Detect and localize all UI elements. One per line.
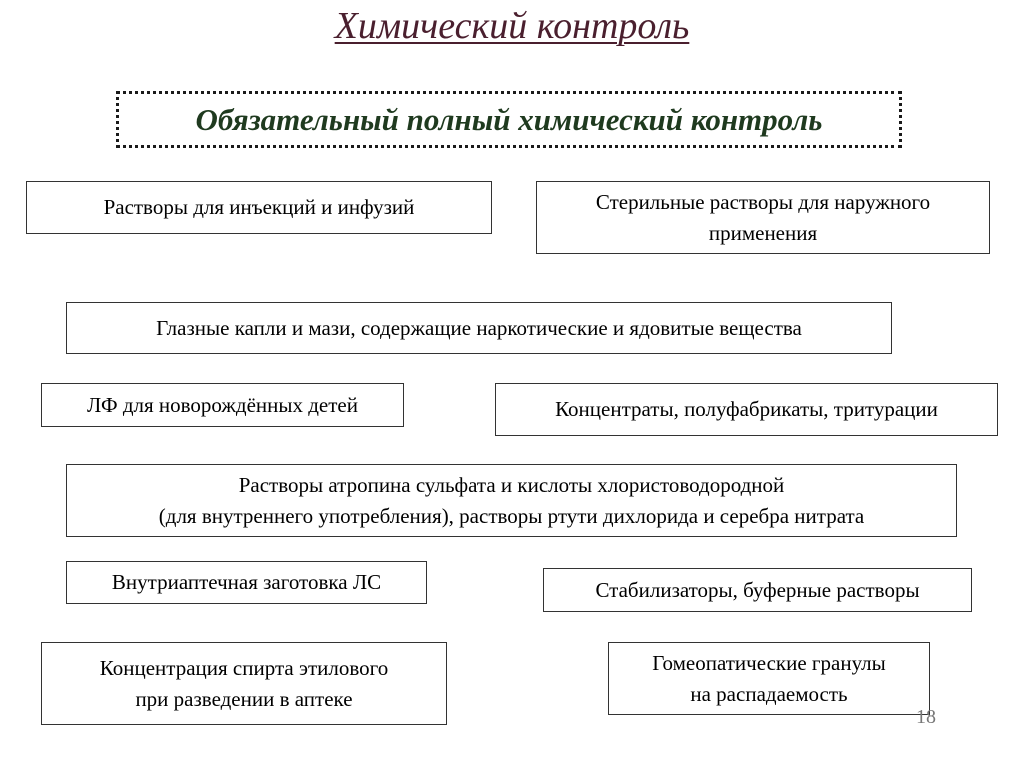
item-text: Глазные капли и мази, содержащие наркотические и ядовитые вещества: [156, 315, 802, 340]
item-box-concentrates: [495, 383, 998, 436]
item-box-in-pharmacy-preparation: [66, 561, 427, 604]
item-box-ethyl-alcohol-concentration: [41, 642, 447, 725]
item-box-stabilizers: [543, 568, 972, 612]
item-box-newborn-forms: [41, 383, 404, 427]
item-text: Растворы атропина сульфата и кислоты хлористоводородной (для внутреннего употребления), растворы ртути дихлорида и серебра нитрата: [158, 472, 865, 528]
item-text: ЛФ для новорождённых детей: [87, 392, 358, 417]
item-text: Внутриаптечная заготовка ЛС: [111, 570, 382, 594]
item-text: Растворы для инъекций и инфузий: [103, 195, 415, 219]
item-text: Концентрация спирта этилового при разведении в аптеке: [99, 655, 389, 711]
item-text: Стерильные растворы для наружного применения: [595, 189, 931, 245]
slide-title: Химический контроль: [334, 5, 690, 47]
item-box-eye-drops: [66, 302, 892, 354]
item-box-atropine-solutions: [66, 464, 957, 537]
subtitle-box: [116, 91, 902, 148]
item-box-homeopathic-granules: [608, 642, 930, 715]
page-number: 18: [916, 706, 936, 728]
item-text: Стабилизаторы, буферные растворы: [595, 577, 920, 602]
item-box-injection-solutions: [26, 181, 492, 234]
item-text: Концентраты, полуфабрикаты, тритурации: [555, 397, 938, 421]
item-box-sterile-external-solutions: [536, 181, 990, 254]
item-text: Гомеопатические гранулы на распадаемость: [652, 650, 886, 706]
subtitle-text: Обязательный полный химический контроль: [195, 101, 823, 137]
